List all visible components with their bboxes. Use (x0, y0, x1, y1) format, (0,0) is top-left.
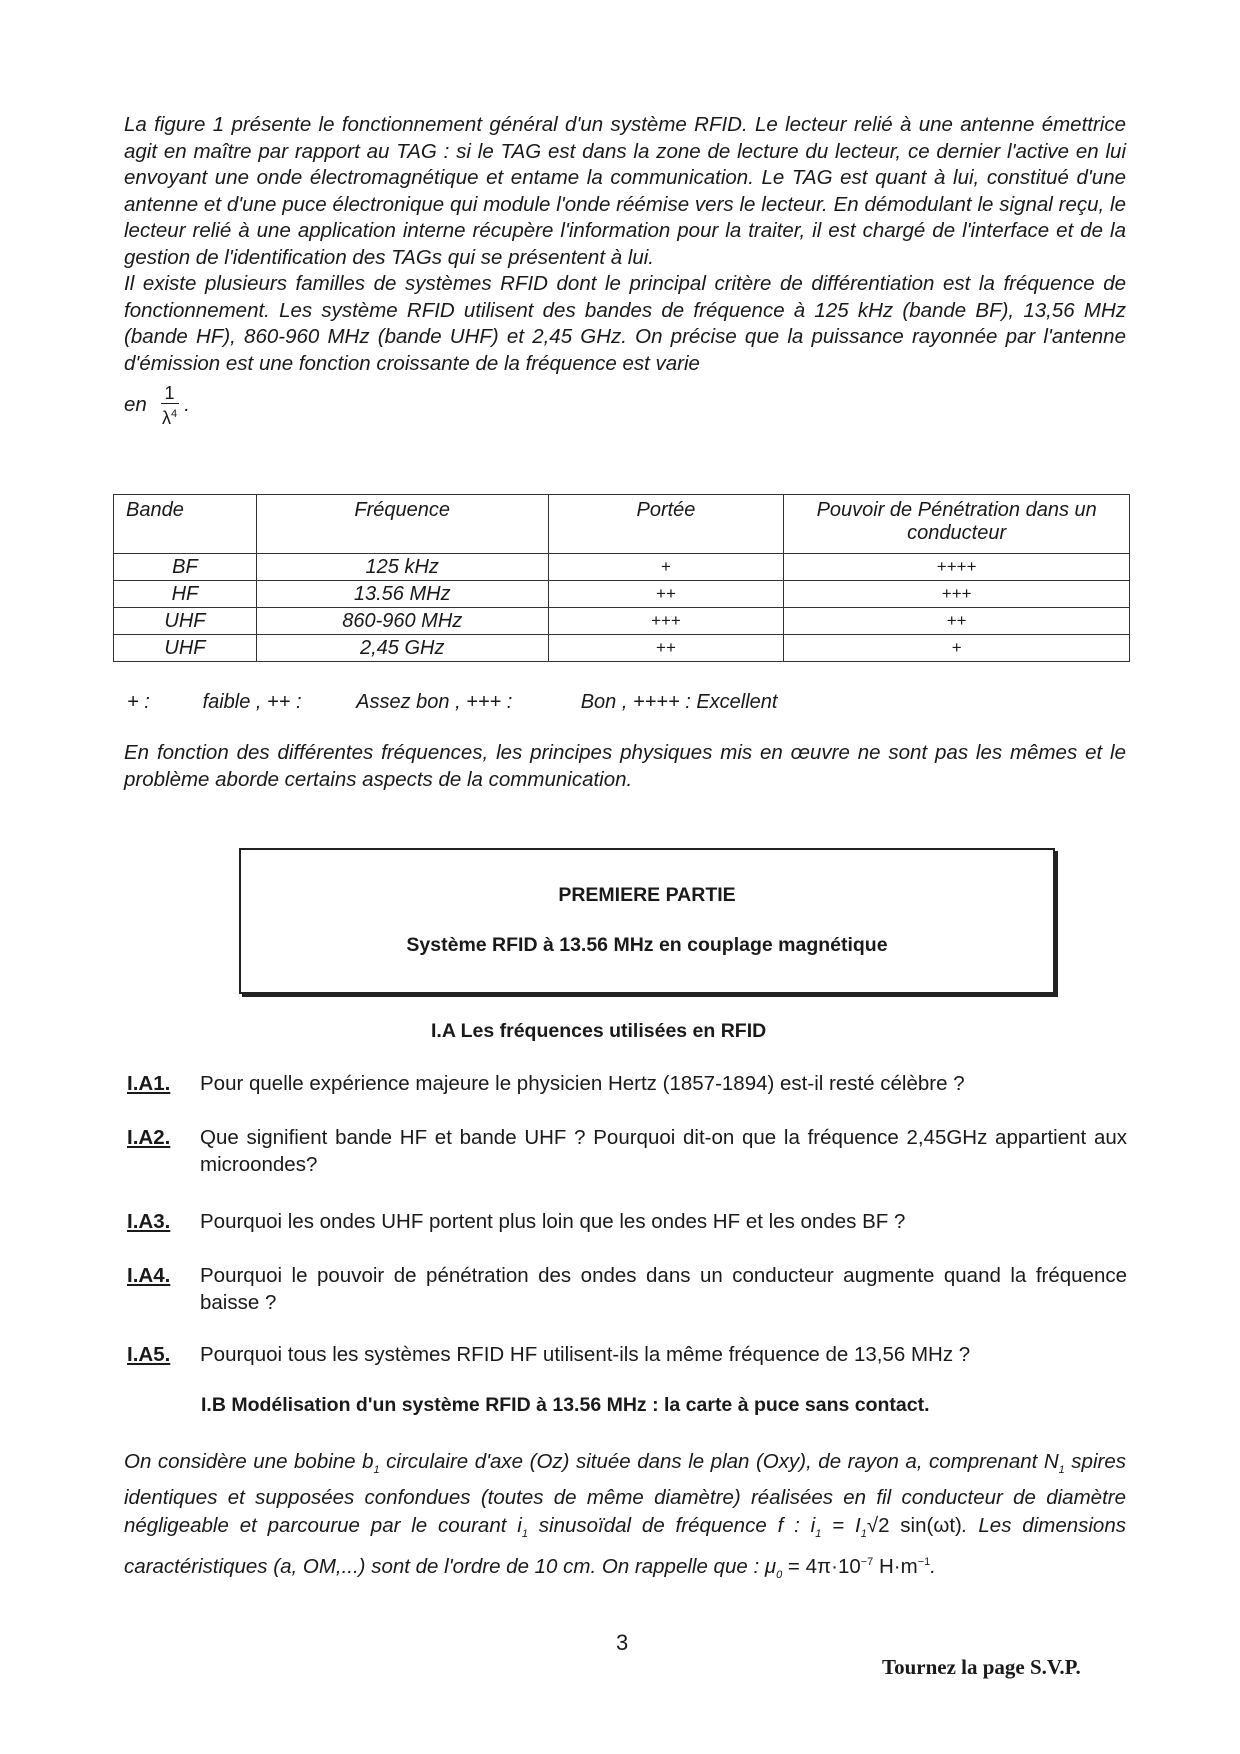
table-row (114, 635, 1130, 662)
table-cell: ++ (784, 608, 1130, 635)
question-label: I.A5. (127, 1343, 171, 1366)
table-cell: HF (114, 581, 257, 608)
header-cell: Pouvoir de Pénétration dans un conducteur (784, 495, 1130, 554)
question-label: I.A2. (127, 1126, 171, 1149)
table-cell: 2,45 GHz (256, 635, 548, 662)
question-text: Pourquoi le pouvoir de pénétration des ondes dans un conducteur augmente quand la fréquence baisse ? (200, 1264, 1127, 1314)
frequency-table (113, 494, 1130, 662)
table-cell: BF (114, 554, 257, 581)
table-legend: + : faible , ++ : Assez bon , +++ : Bon , ++++ : Excellent (127, 691, 778, 713)
question-label: I.A3. (127, 1210, 171, 1233)
table-row (114, 581, 1130, 608)
question-ia5 (127, 1341, 1127, 1368)
section-a-title: I.A Les fréquences utilisées en RFID (431, 1020, 767, 1042)
question-ia4 (127, 1262, 1127, 1316)
footer-turn-page: Tournez la page S.V.P. (882, 1655, 1081, 1679)
table-cell: UHF (114, 635, 257, 662)
question-ia3 (127, 1208, 1127, 1235)
part-subtitle: Système RFID à 13.56 MHz en couplage magnétique (406, 934, 888, 956)
table-row (114, 608, 1130, 635)
table-cell: +++ (784, 581, 1130, 608)
intro2-paragraph: En fonction des différentes fréquences, les principes physiques mis en œuvre ne sont pas les mêmes et le problème aborde certains aspects de la communication. (124, 741, 1126, 791)
table-cell: + (784, 635, 1130, 662)
page-number: 3 (616, 1630, 629, 1655)
intro-text-1: La figure 1 présente le fonctionnement général d'un système RFID. Le lecteur relié à une antenne émettrice agit en maître par rapport au TAG : si le TAG est dans la zone de lecture du lecteur, ce dernier l'active en lui envoyant une onde électromagnétique et entame la communication. Le TAG est quant à lui, constitué d'une antenne et d'une puce électronique qui module l'onde réémise vers le lecteur. En démodulant le signal reçu, le lecteur relié à une application interne récupère l'information pour la traiter, il est chargé de l'interface et de la gestion de l'identification des TAGs qui se présentent à lui. (124, 113, 1126, 269)
table-header-row (114, 495, 1130, 554)
question-text: Pourquoi les ondes UHF portent plus loin que les ondes HF et les ondes BF ? (200, 1210, 906, 1233)
table-cell: + (548, 554, 784, 581)
header-cell: Fréquence (256, 495, 548, 554)
intro-paragraph (124, 112, 1126, 428)
inverse-lambda-fraction: $\frac{1}{\lambda^4}$ (161, 383, 178, 428)
header-cell: Portée (548, 495, 784, 554)
question-text: Pourquoi tous les systèmes RFID HF utilisent-ils la même fréquence de 13,56 MHz ? (200, 1343, 971, 1366)
table-cell: ++ (548, 635, 784, 662)
question-text: Pour quelle expérience majeure le physicien Hertz (1857-1894) est-il resté célèbre ? (200, 1072, 965, 1095)
part-title: PREMIERE PARTIE (558, 884, 736, 906)
question-text: Que signifient bande HF et bande UHF ? Pourquoi dit-on que la fréquence 2,45GHz appartient aux microondes? (200, 1126, 1127, 1176)
intro-formula-line: en $\frac{1}{\lambda^4}$ . (124, 383, 190, 428)
table-cell: +++ (548, 608, 784, 635)
section-b-paragraph: On considère une bobine $b_1$ circulaire d'axe (Oz) située dans le plan (Oxy), de rayon a, comprenant $N_1$ spires identiques et supposées confondues (toutes de même diamètre) réalisées en fil conducteur de diamètre négligeable et parcourue par le courant $i_1$ sinusoïdal de fréquence f : $i_1 = I_1√2$ sin(ωt). Les dimensions caractéristiques (a, OM,...) sont de l'ordre de 10 cm. On rappelle que : $\mu_0 = 4\pi\cdot 10^{-7}$ $H\cdot m^{-1}$. (124, 1450, 1126, 1582)
section-b-title: I.B Modélisation d'un système RFID à 13.56 MHz : la carte à puce sans contact. (201, 1394, 930, 1416)
table-cell: ++++ (784, 554, 1130, 581)
table-cell: 13.56 MHz (256, 581, 548, 608)
table-cell: UHF (114, 608, 257, 635)
question-label: I.A1. (127, 1072, 171, 1095)
question-label: I.A4. (127, 1264, 171, 1287)
table-cell: 860-960 MHz (256, 608, 548, 635)
question-ia1 (127, 1070, 1127, 1097)
table-row (114, 554, 1130, 581)
table-cell: ++ (548, 581, 784, 608)
table-cell: 125 kHz (256, 554, 548, 581)
intro-text-2: Il existe plusieurs familles de systèmes RFID dont le principal critère de différentiation est la fréquence de fonctionnement. Les système RFID utilisent des bandes de fréquence à 125 kHz (bande BF), 13,56 MHz (bande HF), 860-960 MHz (bande UHF) et 2,45 GHz. On précise que la puissance rayonnée par l'antenne d'émission est une fonction croissante de la fréquence est varie (124, 272, 1126, 375)
part-heading-box (239, 848, 1055, 994)
question-ia2 (127, 1124, 1127, 1178)
header-cell: Bande (114, 495, 257, 554)
